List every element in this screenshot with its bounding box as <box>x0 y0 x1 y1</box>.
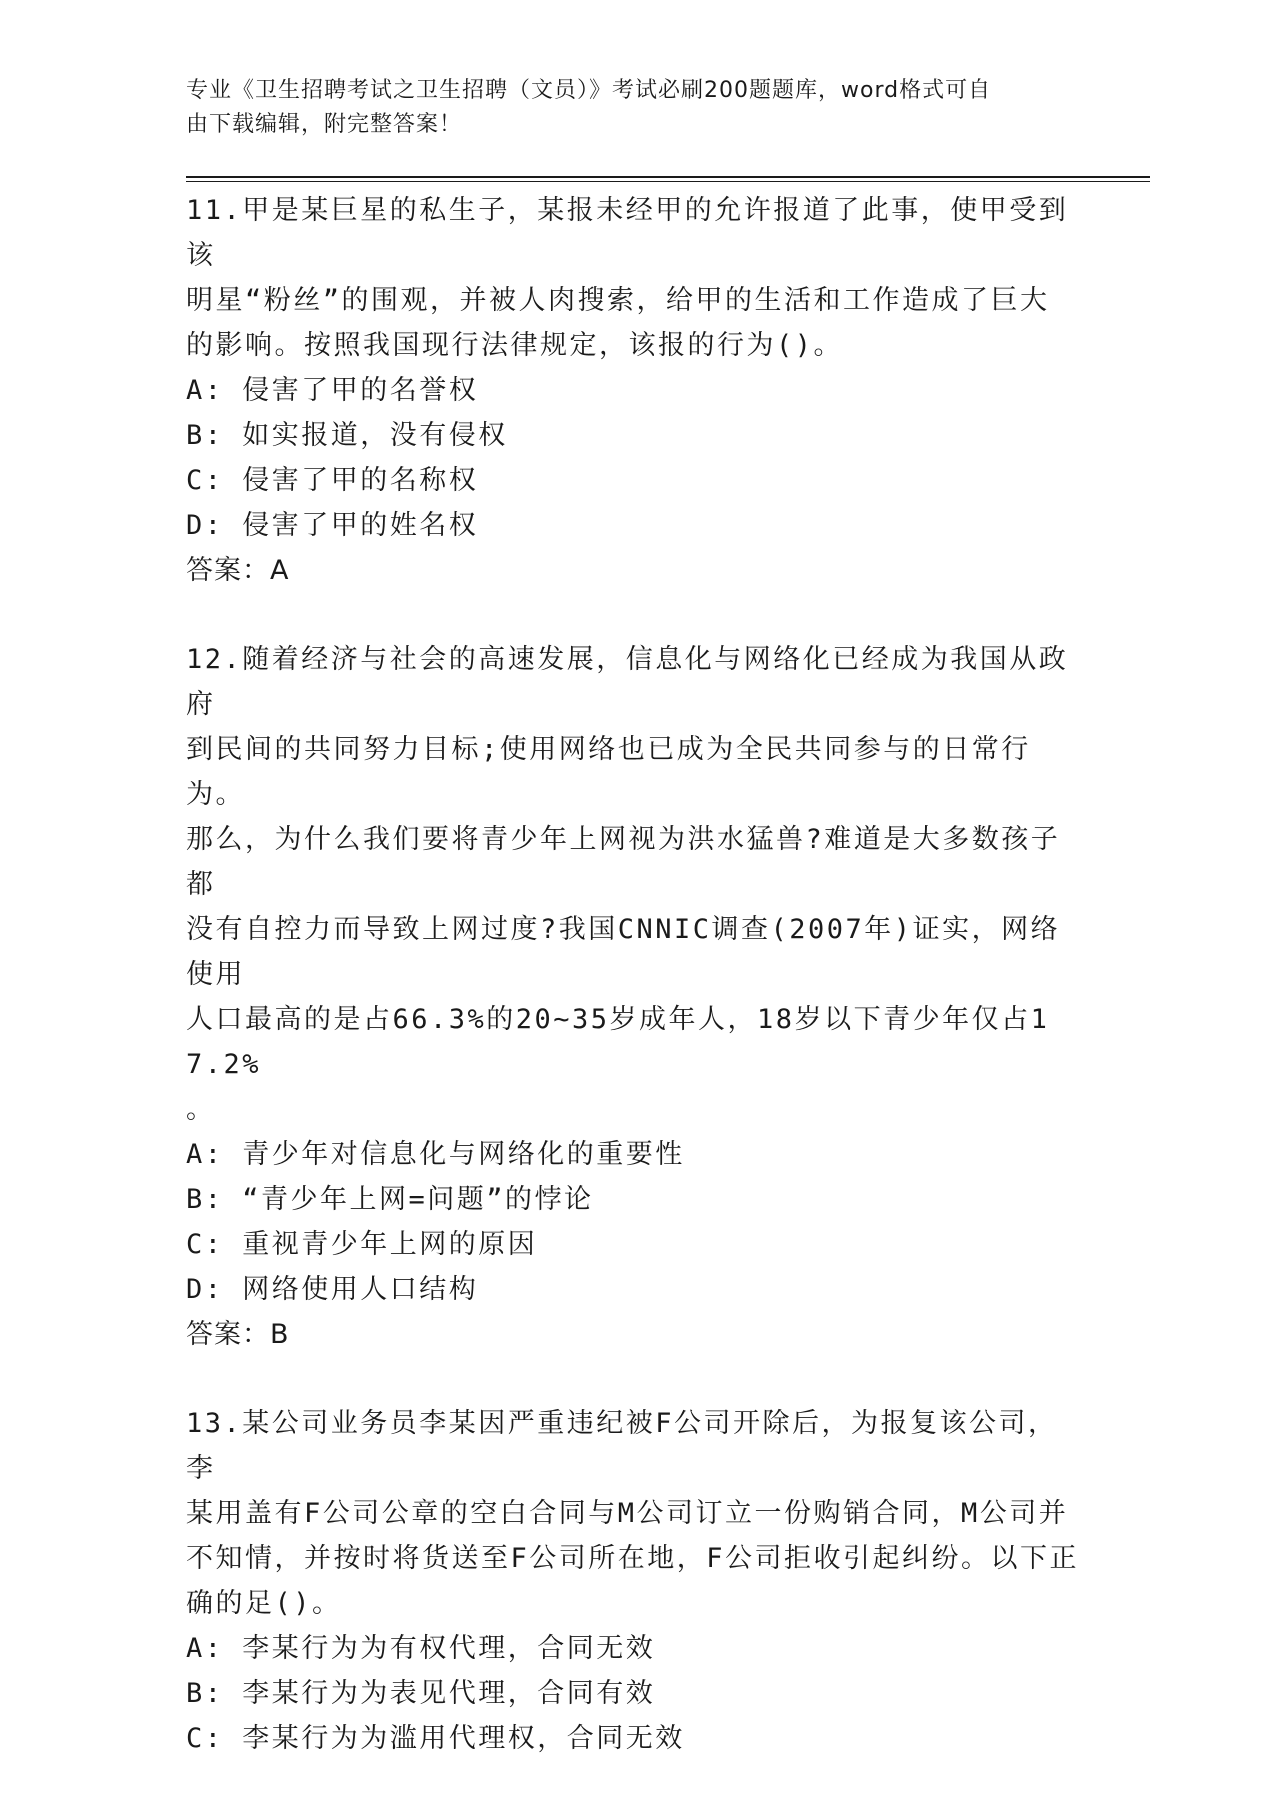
stem-line: 某用盖有F公司公章的空白合同与M公司订立一份购销合同，M公司并 <box>186 1498 1069 1529</box>
option-a: A: 李某行为为有权代理，合同无效 <box>186 1633 656 1664</box>
header-divider <box>186 176 1150 178</box>
option-c: C: 重视青少年上网的原因 <box>186 1229 538 1260</box>
stem-line: 13.某公司业务员李某因严重违纪被F公司开除后，为报复该公司，李 <box>186 1408 1058 1484</box>
question-stem <box>186 637 1086 1132</box>
header-divider-thin <box>186 181 1150 182</box>
question-list <box>186 188 1086 1805</box>
stem-line: 明星“粉丝”的围观，并被人肉搜索，给甲的生活和工作造成了巨大 <box>186 285 1050 316</box>
question-12 <box>186 637 1086 1357</box>
stem-line: 没有自控力而导致上网过度?我国CNNIC调查(2007年)证实，网络使用 <box>186 914 1061 990</box>
answer-label: 答案：A <box>186 555 290 586</box>
question-13 <box>186 1401 1086 1761</box>
stem-line: 12.随着经济与社会的高速发展，信息化与网络化已经成为我国从政府 <box>186 644 1069 720</box>
stem-line: 确的足()。 <box>186 1588 342 1619</box>
option-d: D: 网络使用人口结构 <box>186 1274 479 1305</box>
question-stem <box>186 188 1086 368</box>
answer-label: 答案：B <box>186 1319 290 1350</box>
option-c: C: 侵害了甲的名称权 <box>186 465 479 496</box>
question-11 <box>186 188 1086 593</box>
option-a: A: 青少年对信息化与网络化的重要性 <box>186 1139 685 1170</box>
stem-line: 11.甲是某巨星的私生子，某报未经甲的允许报道了此事，使甲受到该 <box>186 195 1069 271</box>
header-line-1: 专业《卫生招聘考试之卫生招聘（文员）》考试必刷200题题库，word格式可自 <box>186 78 992 103</box>
option-d: D: 侵害了甲的姓名权 <box>186 510 479 541</box>
option-c: C: 李某行为为滥用代理权，合同无效 <box>186 1723 685 1754</box>
question-stem <box>186 1401 1086 1626</box>
stem-line: 。 <box>186 1094 216 1125</box>
stem-line: 的影响。按照我国现行法律规定，该报的行为()。 <box>186 330 844 361</box>
header-line-2: 由下载编辑，附完整答案！ <box>186 112 463 137</box>
option-b: B: “青少年上网=问题”的悖论 <box>186 1184 594 1215</box>
option-b: B: 李某行为为表见代理，合同有效 <box>186 1678 656 1709</box>
option-a: A: 侵害了甲的名誉权 <box>186 375 479 406</box>
stem-line: 到民间的共同努力目标;使用网络也已成为全民共同参与的日常行为。 <box>186 734 1031 810</box>
stem-line: 不知情，并按时将货送至F公司所在地，F公司拒收引起纠纷。以下正 <box>186 1543 1080 1574</box>
option-b: B: 如实报道，没有侵权 <box>186 420 508 451</box>
stem-line: 那么，为什么我们要将青少年上网视为洪水猛兽?难道是大多数孩子都 <box>186 824 1061 900</box>
document-header <box>186 74 1066 142</box>
stem-line: 人口最高的是占66.3%的20~35岁成年人，18岁以下青少年仅占17.2% <box>186 1004 1050 1080</box>
